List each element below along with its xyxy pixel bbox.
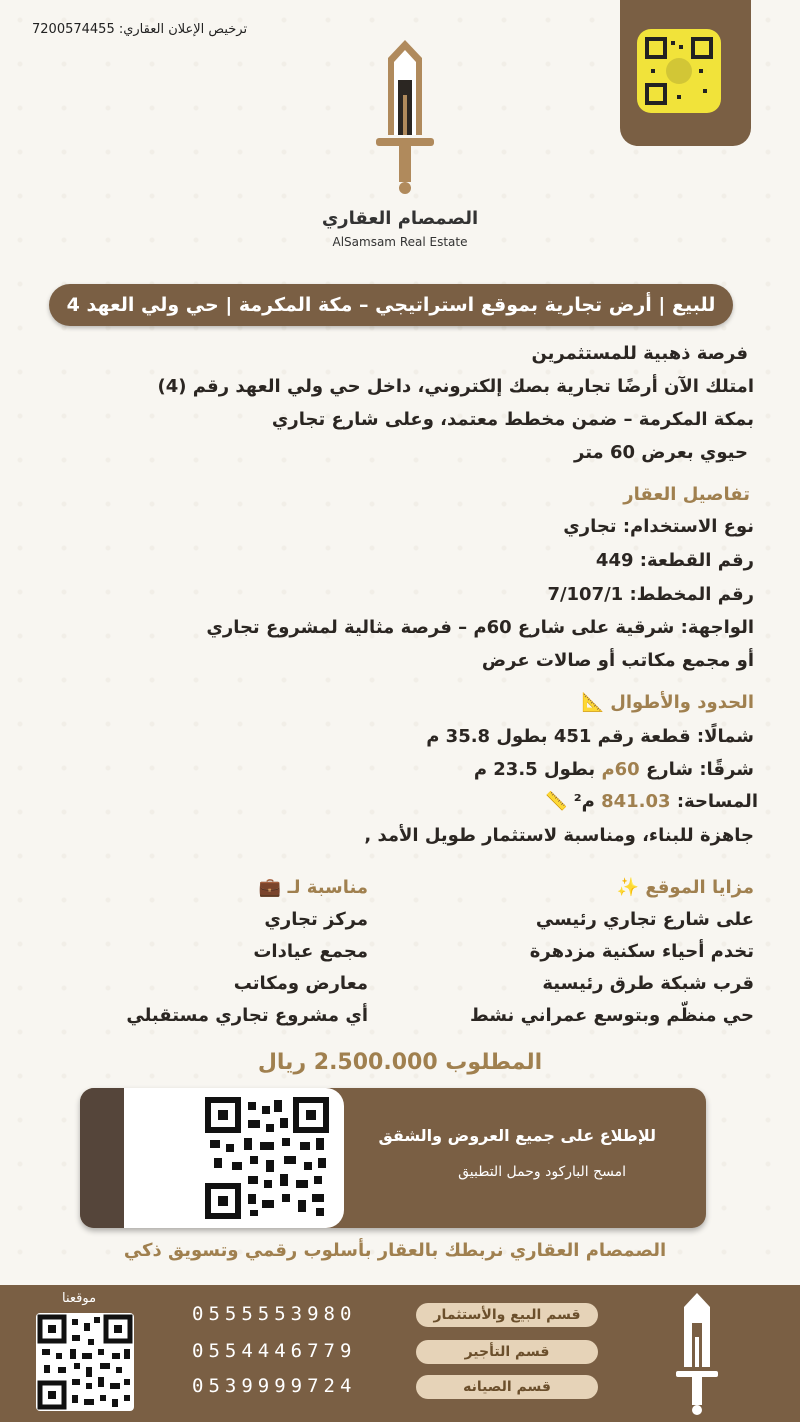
features-heading: مزايا الموقع ✨ [616,877,754,898]
brand-name-en: AlSamsam Real Estate [332,235,468,249]
detail-usage: نوع الاستخدام: تجاري [563,516,754,537]
ready-line: جاهزة للبناء، ومناسبة لاستثمار طويل الأمد , [364,825,754,846]
price: المطلوب 2.500.000 ريال [257,1050,543,1075]
brand-name-ar: الصمصام العقاري [321,208,479,229]
snapchat-qr-icon[interactable] [637,29,721,113]
footer-logo [672,1293,722,1417]
phone-sales[interactable]: 0555553980 [192,1303,357,1325]
website-qr-icon[interactable] [36,1313,134,1411]
suitable-item: مركز تجاري [264,909,368,930]
license-text: ترخيص الإعلان العقاري: 7200574455 [32,22,248,37]
banner-title: للإطلاع على جميع العروض والشقق [378,1126,656,1145]
bound-east-suffix: بطول 23.5 م [473,759,602,780]
area-label: المساحة: [670,791,758,812]
bound-east-street: 60م [601,759,640,780]
app-banner[interactable] [80,1088,706,1228]
banner-dark-strip [80,1088,130,1228]
suitable-item: مجمع عيادات [253,941,368,962]
intro-line-4: حيوي بعرض 60 متر [574,442,748,463]
bound-east-prefix: شرقًا: شارع [639,759,754,780]
dept-maintenance: قسم الصيانه [416,1375,598,1399]
feature-item: قرب شبكة طرق رئيسية [542,973,754,994]
footer [0,1285,800,1422]
details-heading: تفاصيل العقار [623,484,750,505]
area-line [545,791,758,812]
feature-item: تخدم أحياء سكنية مزدهرة [529,941,754,962]
phone-maintenance[interactable]: 0539999724 [192,1375,357,1397]
area-value: 841.03 [601,791,671,812]
site-label: موقعنا [62,1291,97,1306]
snapchat-qr-box[interactable] [620,0,751,146]
intro-line-3: بمكة المكرمة – ضمن مخطط معتمد، وعلى شارع تجاري [271,409,754,430]
suitable-heading: مناسبة لـ 💼 [258,877,368,898]
intro-line-2: امتلك الآن أرضًا تجارية بصك إلكتروني، داخل حي ولي العهد رقم (4) [157,376,754,397]
feature-item: على شارع تجاري رئيسي [535,909,754,930]
dept-rent: قسم التأجير [416,1340,598,1364]
suitable-item: معارض ومكاتب [233,973,368,994]
area-unit: م² 📏 [545,791,602,812]
detail-plan: رقم المخطط: 7/107/1 [547,584,754,605]
detail-facade-2: أو مجمع مكاتب أو صالات عرض [481,650,754,671]
slogan: الصمصام العقاري نربطك بالعقار بأسلوب رقمي وتسويق ذكي [123,1240,667,1261]
suitable-list [98,872,368,1032]
bounds-heading: الحدود والأطوال 📐 [581,692,754,713]
banner-qr-panel [124,1088,344,1228]
listing-title: للبيع | أرض تجارية بموقع استراتيجي – مكة المكرمة | حي ولي العهد 4 [49,284,733,326]
phone-rent[interactable]: 0554446779 [192,1340,357,1362]
intro-line-1: فرصة ذهبية للمستثمرين [531,343,748,364]
suitable-item: أي مشروع تجاري مستقبلي [126,1005,368,1026]
brand-logo [370,40,440,200]
detail-facade: الواجهة: شرقية على شارع 60م – فرصة مثالية لمشروع تجاري [206,617,754,638]
bound-east [474,759,754,780]
app-qr-icon[interactable] [204,1096,330,1220]
detail-plot: رقم القطعة: 449 [595,550,754,571]
feature-item: حي منظّم وبتوسع عمراني نشط [469,1005,754,1026]
bound-north: شمالًا: قطعة رقم 451 بطول 35.8 م [426,726,754,747]
dept-sales: قسم البيع والأستثمار [416,1303,598,1327]
banner-subtitle: امسح الباركود وحمل التطبيق [458,1164,626,1180]
features-list [394,872,754,1032]
